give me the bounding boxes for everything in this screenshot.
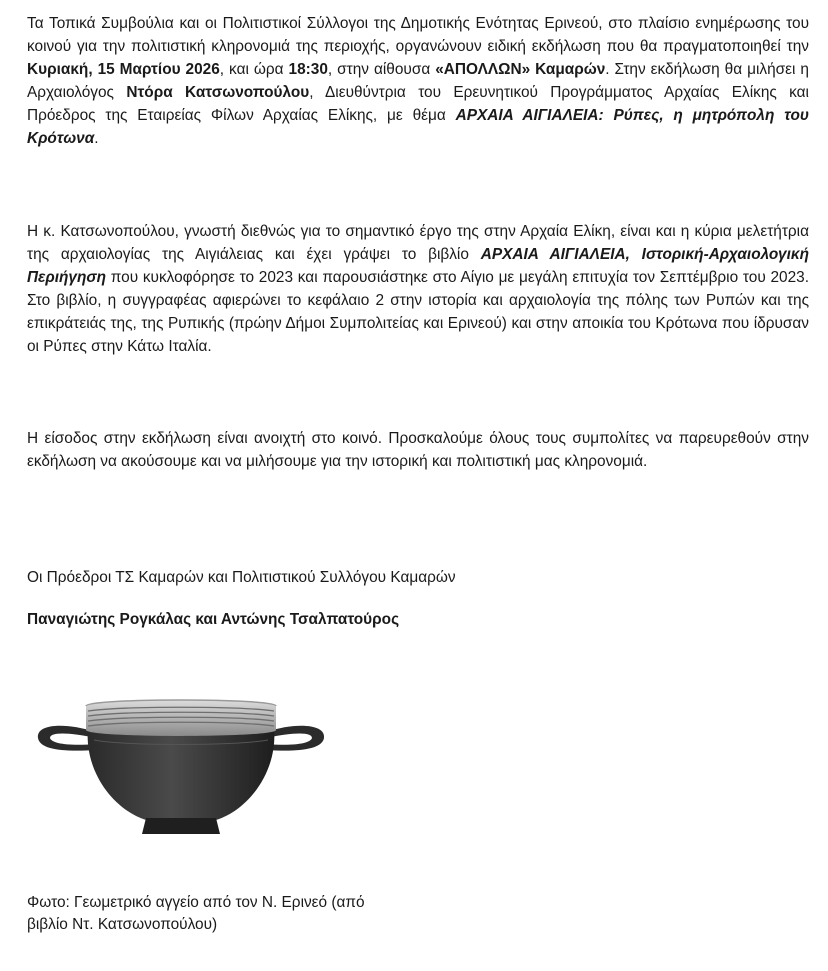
text: Τα Τοπικά Συμβούλια και οι Πολιτιστικοί Σύλλογοι της Δημοτικής Ενότητας Ερινεού, στο πλαίσιο ενημέρωσης του κοινού για την πολιτιστική κληρονομιά της περιοχής, οργανώνουν ειδική εκδήλωση που θα πραγματοποιηθεί την bbox=[27, 15, 809, 55]
book-title: ΑΡΧΑΙΑ ΑΙΓΙΑΛΕΙΑ, Ιστορική-Αρχαιολογική Περιήγηση bbox=[27, 246, 810, 286]
invitation-paragraph: Η είσοδος στην εκδήλωση είναι ανοιχτή στο κοινό. Προσκαλούμε όλους τους συμπολίτες να παρευρεθούν στην εκδήλωση να ακούσουμε και να μιλήσουμε για την ιστορική και πολιτιστική μας κληρονομιά. bbox=[27, 430, 809, 470]
text: . Στην εκδήλωση θα μιλήσει η Αρχαιολόγος bbox=[27, 61, 809, 101]
signature-names: Παναγιώτης Ρογκάλας και Αντώνης Τσαλπατούρος bbox=[27, 611, 400, 628]
speaker-bio-paragraph bbox=[27, 220, 809, 358]
text: , Διευθύντρια του Ερευνητικού Προγράμματος Αρχαίας Ελίκης και Πρόεδρος της Εταιρείας Φίλων Αρχαίας Ελίκης, με θέμα bbox=[27, 84, 809, 124]
announcement-paragraph bbox=[27, 12, 809, 150]
event-time: 18:30 bbox=[288, 61, 328, 78]
text: , και ώρα bbox=[219, 61, 289, 78]
event-venue: «ΑΠΟΛΛΩΝ» Καμαρών bbox=[435, 61, 606, 78]
talk-topic: ΑΡΧΑΙΑ ΑΙΓΙΑΛΕΙΑ: Ρύπες, η μητρόπολη του Κρότωνα bbox=[27, 107, 809, 147]
event-date: Κυριακή, 15 Μαρτίου 2026 bbox=[27, 61, 220, 78]
caption-line: βιβλίο Ντ. Κατσωνοπούλου) bbox=[27, 916, 218, 933]
text: που κυκλοφόρησε το 2023 και παρουσιάστηκε στο Αίγιο με μεγάλη επιτυχία τον Σεπτέμβριο του 2023. Στο βιβλίο, η συγγραφέας αφιερώνει το κεφάλαιο 2 στην ιστορία και αρχαιολογία της πόλης των Ρυπών και της επικράτειάς της, της Ρυπικής (πρώην Δήμοι Συμπολιτείας και Ερινεού) και στην αποικία του Κρότωνα που ίδρυσαν οι Ρύπες στην Κάτω Ιταλία. bbox=[27, 269, 809, 355]
text: . bbox=[94, 130, 99, 147]
caption-line: Φωτο: Γεωμετρικό αγγείο από τον Ν. Ερινεό (από bbox=[27, 894, 365, 911]
speaker-name: Ντόρα Κατσωνοπούλου bbox=[126, 84, 310, 101]
geometric-vase-photo bbox=[34, 694, 328, 836]
photo-caption bbox=[27, 892, 487, 936]
text: Η κ. Κατσωνοπούλου, γνωστή διεθνώς για το σημαντικό έργο της στην Αρχαία Ελίκη, είναι και η κύρια μελετήτρια της αρχαιολογίας της Αιγιάλειας και έχει γράψει το βιβλίο bbox=[27, 223, 809, 263]
text: , στην αίθουσα bbox=[327, 61, 436, 78]
signature-title: Οι Πρόεδροι ΤΣ Καμαρών και Πολιτιστικού Συλλόγου Καμαρών bbox=[27, 569, 456, 586]
